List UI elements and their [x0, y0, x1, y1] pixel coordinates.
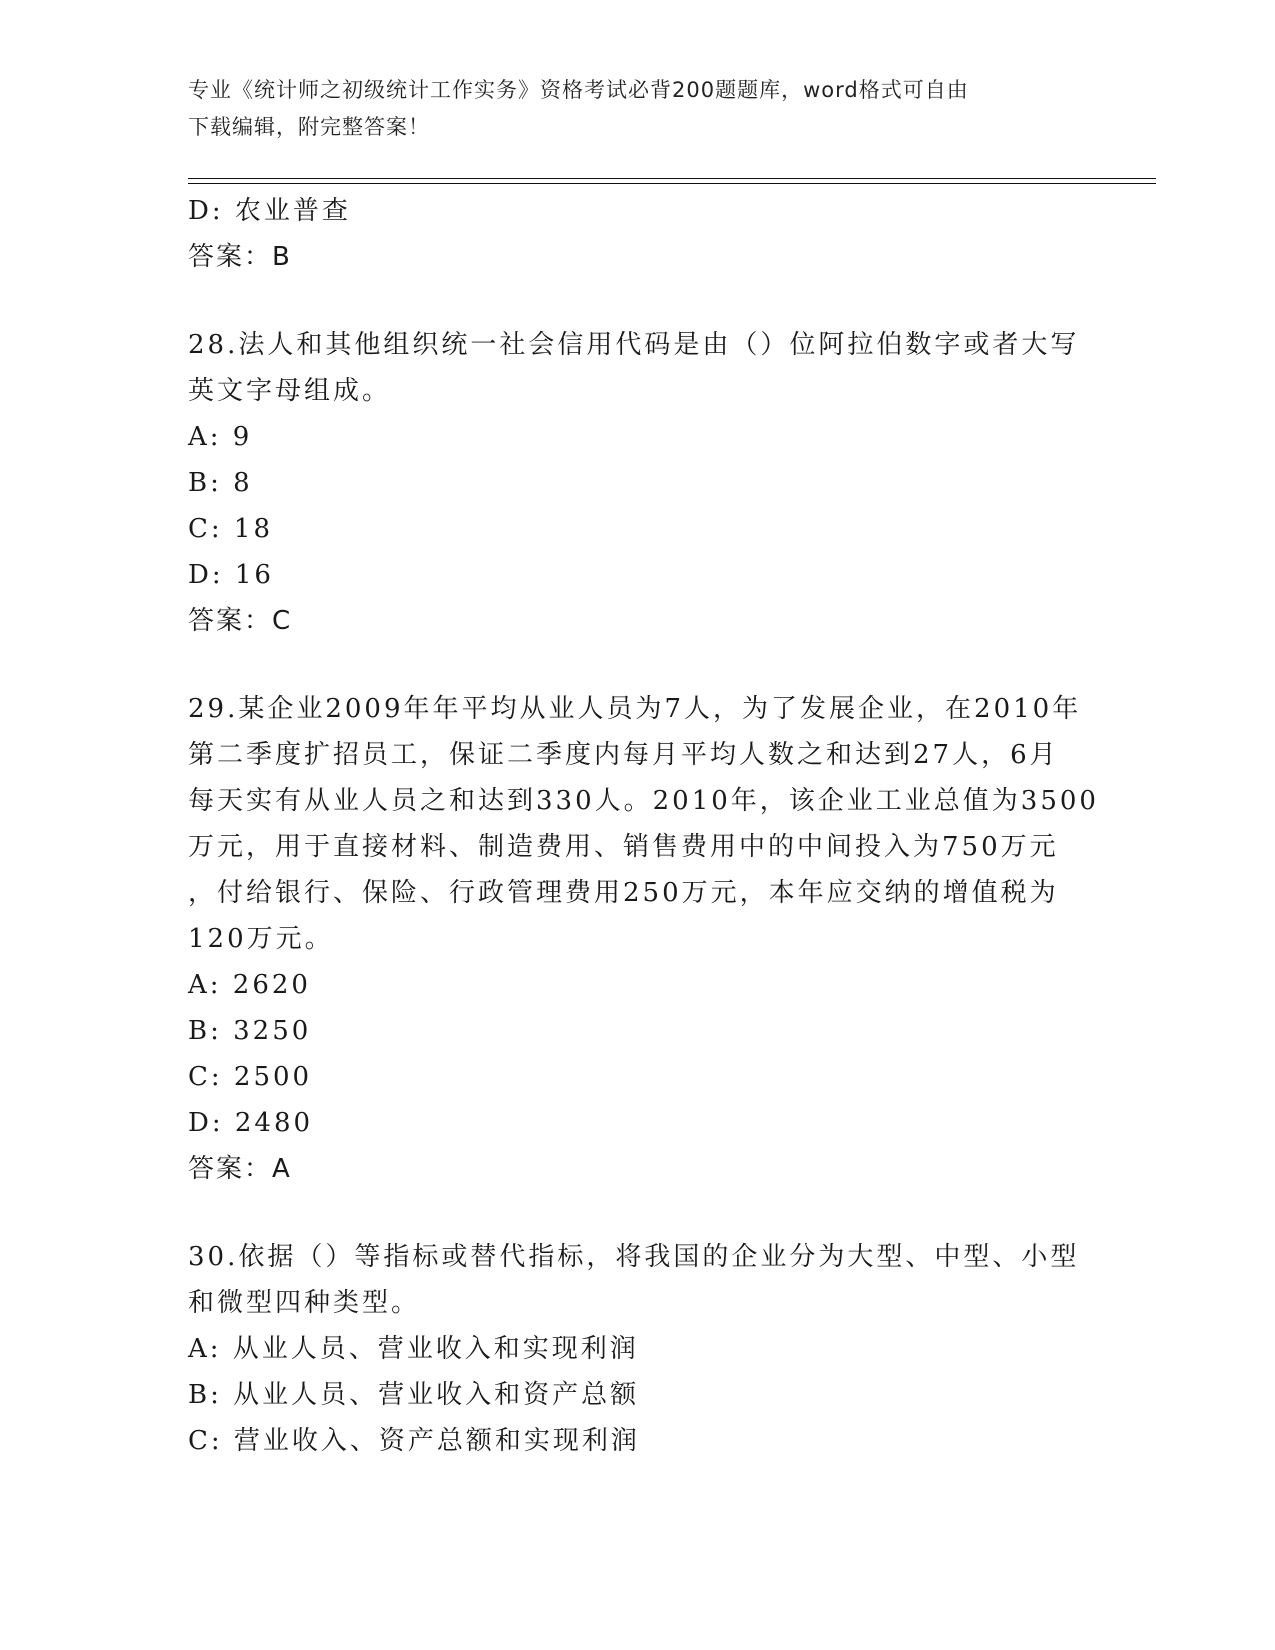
question-30-text-line-2: 和微型四种类型。	[188, 1288, 421, 1318]
prev-option-d: D: 农业普查	[188, 196, 351, 226]
header-divider-bottom	[188, 183, 1156, 184]
question-28-option-b: B: 8	[188, 468, 253, 498]
spacer	[188, 644, 1088, 686]
question-29	[188, 686, 1099, 1192]
question-29-text-line-3: 每天实有从业人员之和达到330人。2010年，该企业工业总值为3500	[188, 786, 1099, 816]
header-line-1: 专业《统计师之初级统计工作实务》资格考试必背200题题库，word格式可自由	[188, 78, 969, 102]
question-28-answer: 答案：C	[188, 606, 293, 636]
question-29-text-line-1: 29.某企业2009年年平均从业人员为7人，为了发展企业，在2010年	[188, 694, 1082, 724]
spacer	[188, 280, 1088, 322]
question-29-option-a: A: 2620	[188, 970, 311, 1000]
question-30-option-a: A: 从业人员、营业收入和实现利润	[188, 1334, 639, 1364]
question-29-option-d: D: 2480	[188, 1108, 314, 1138]
question-30	[188, 1234, 1088, 1464]
question-30-option-b: B: 从业人员、营业收入和资产总额	[188, 1380, 640, 1410]
header-line-2: 下载编辑，附完整答案！	[188, 115, 430, 139]
question-content	[188, 188, 1099, 1464]
question-28-option-c: C: 18	[188, 514, 274, 544]
question-29-text-line-5: ，付给银行、保险、行政管理费用250万元，本年应交纳的增值税为	[188, 878, 1059, 908]
document-header	[188, 72, 1068, 146]
question-29-text-line-6: 120万元。	[188, 924, 334, 954]
header-divider-top	[188, 178, 1156, 179]
question-28-option-a: A: 9	[188, 422, 253, 452]
question-28-text-line-1: 28.法人和其他组织统一社会信用代码是由（）位阿拉伯数字或者大写	[188, 330, 1080, 360]
question-29-text-line-4: 万元，用于直接材料、制造费用、销售费用中的中间投入为750万元	[188, 832, 1059, 862]
spacer	[188, 1192, 1088, 1234]
prev-answer: 答案：B	[188, 242, 292, 272]
question-28	[188, 322, 1088, 644]
question-28-option-d: D: 16	[188, 560, 274, 590]
question-29-option-c: C: 2500	[188, 1062, 313, 1092]
question-28-text-line-2: 英文字母组成。	[188, 376, 392, 406]
question-30-text-line-1: 30.依据（）等指标或替代指标，将我国的企业分为大型、中型、小型	[188, 1242, 1080, 1272]
question-29-text-line-2: 第二季度扩招员工，保证二季度内每月平均人数之和达到27人，6月	[188, 740, 1059, 770]
question-30-option-c: C: 营业收入、资产总额和实现利润	[188, 1426, 640, 1456]
question-29-option-b: B: 3250	[188, 1016, 312, 1046]
question-29-answer: 答案：A	[188, 1154, 292, 1184]
